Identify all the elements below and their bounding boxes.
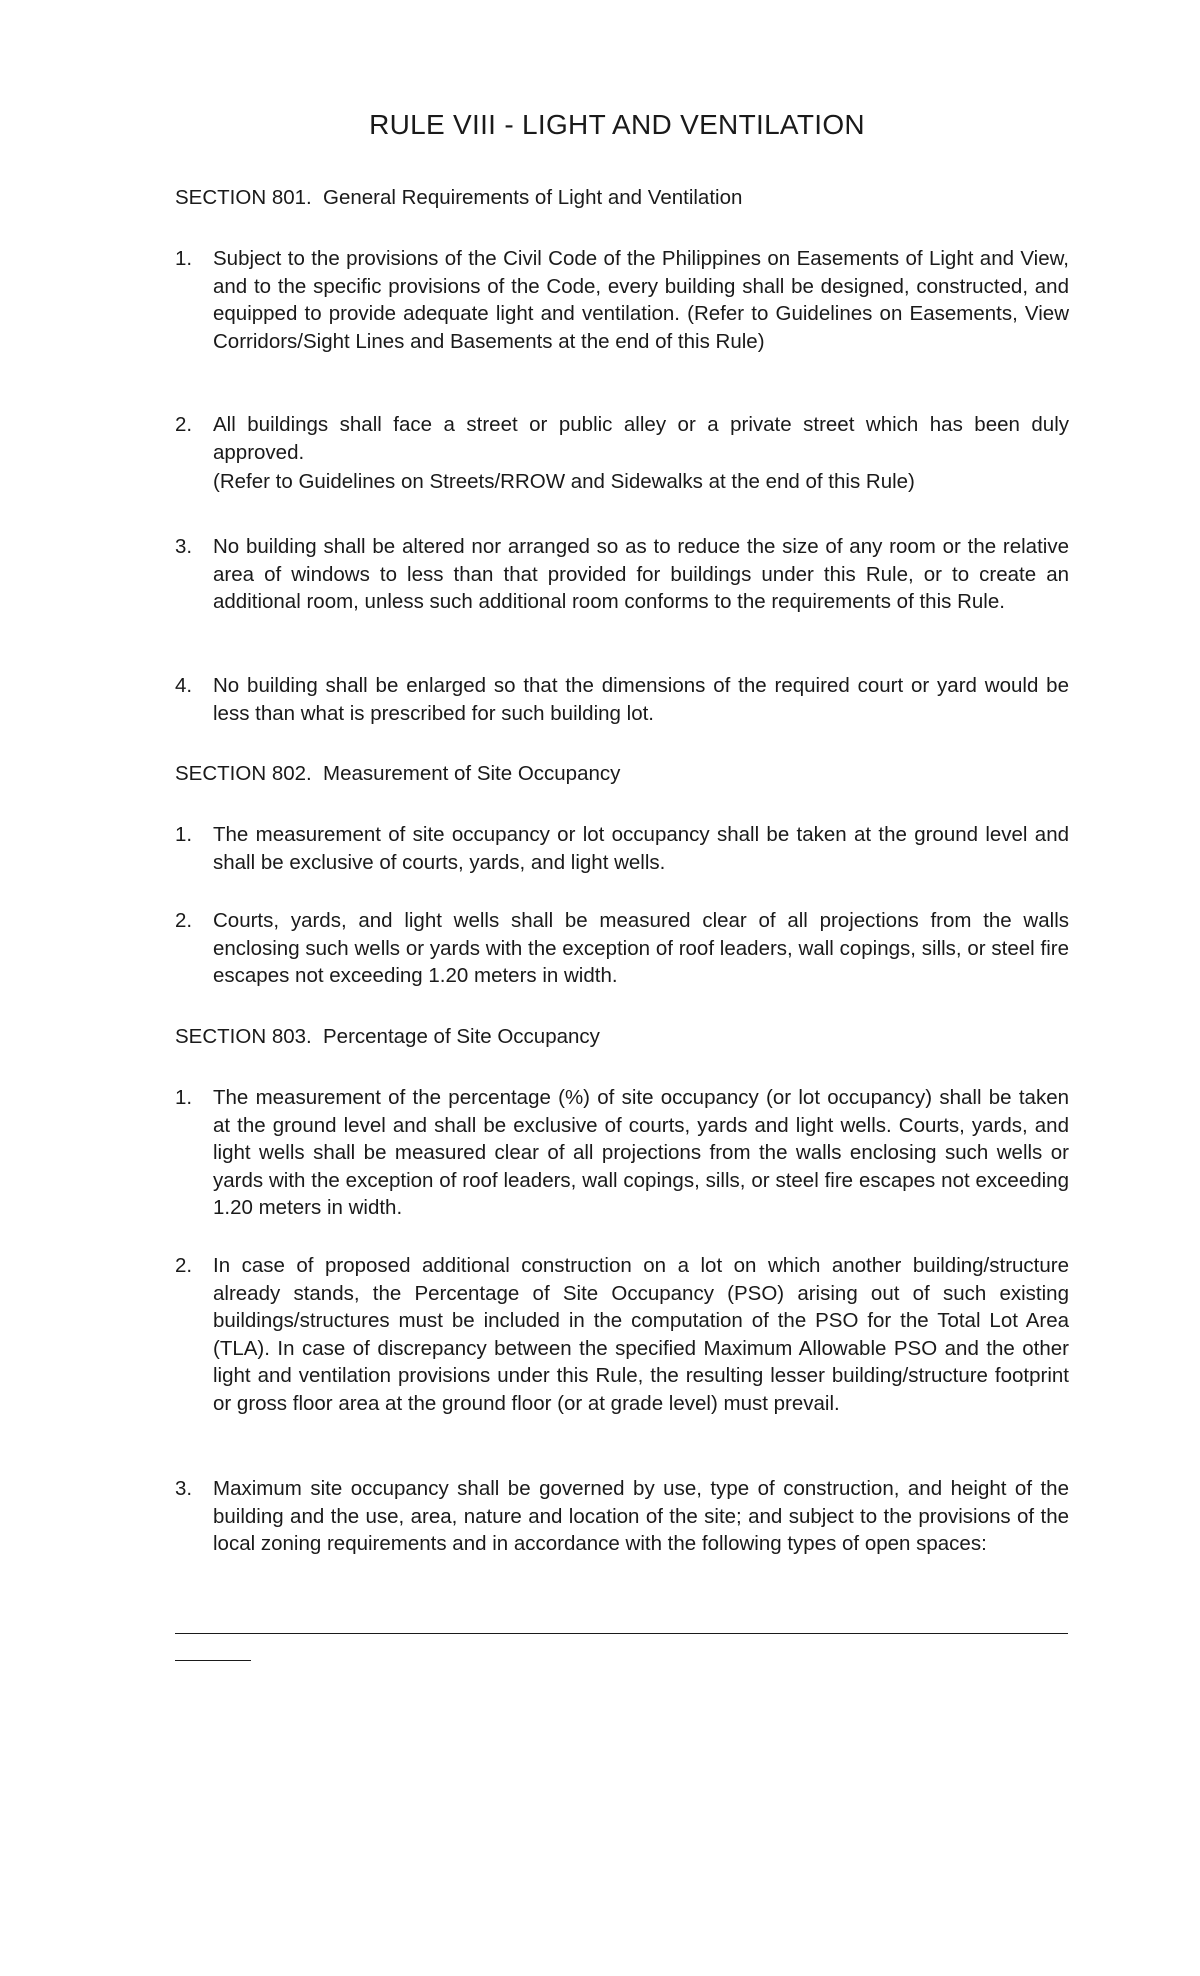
- paragraph: All buildings shall face a street or public alley or a private street which has been duly approved.: [213, 413, 1069, 464]
- section-number: SECTION 803.: [175, 1025, 312, 1048]
- paragraph: No building shall be altered nor arranged so as to reduce the size of any room or the relative area of windows to less than that provided for buildings under this Rule, or to create an additional room, unless such additional room conforms to the requirements of this Rule.: [213, 535, 1069, 613]
- list-marker: 3.: [175, 535, 193, 558]
- section-title: General Requirements of Light and Ventilation: [323, 186, 743, 209]
- list-item: [175, 533, 1069, 616]
- list-marker: 2.: [175, 909, 193, 932]
- list-marker: 2.: [175, 413, 193, 436]
- section-title: Measurement of Site Occupancy: [323, 762, 621, 785]
- list-item: [175, 245, 1069, 355]
- divider-line-short: [175, 1660, 251, 1661]
- paragraph: No building shall be enlarged so that the dimensions of the required court or yard would be less than what is prescribed for such building lot.: [213, 674, 1069, 725]
- list-marker: 1.: [175, 823, 193, 846]
- paragraph: Subject to the provisions of the Civil Code of the Philippines on Easements of Light and View, and to the specific provisions of the Code, every building shall be designed, constructed, and equipped to provide adequate light and ventilation. (Refer to Guidelines on Easements, View Corridors/Sight Lines and Basements at the end of this Rule): [213, 247, 1069, 353]
- list-marker: 2.: [175, 1254, 193, 1277]
- section-heading-803: [175, 1023, 600, 1051]
- list-item: [175, 1252, 1069, 1417]
- list-marker: 4.: [175, 674, 193, 697]
- paragraph: The measurement of site occupancy or lot occupancy shall be taken at the ground level and shall be exclusive of courts, yards, and light wells.: [213, 823, 1069, 874]
- section-number: SECTION 801.: [175, 186, 312, 209]
- page-title: RULE VIII - LIGHT AND VENTILATION: [369, 109, 865, 140]
- list-marker: 3.: [175, 1477, 193, 1500]
- paragraph: The measurement of the percentage (%) of site occupancy (or lot occupancy) shall be taken at the ground level and shall be exclusive of courts, yards and light wells. Courts, yards, and light wells shall be measured clear of all projections from the walls enclosing such wells or yards with the exception of roof leaders, wall copings, sills, or steel fire escapes not exceeding 1.20 meters in width.: [213, 1086, 1069, 1219]
- section-heading-801: [175, 184, 742, 212]
- section-number: SECTION 802.: [175, 762, 312, 785]
- paragraph: In case of proposed additional construction on a lot on which another building/structure already stands, the Percentage of Site Occupancy (PSO) arising out of such existing buildings/structures must be included in the computation of the PSO for the Total Lot Area (TLA). In case of discrepancy between the specified Maximum Allowable PSO and the other light and ventilation provisions under this Rule, the resulting lesser building/structure footprint or gross floor area at the ground floor (or at grade level) must prevail.: [213, 1254, 1069, 1415]
- paragraph: Maximum site occupancy shall be governed by use, type of construction, and height of the building and the use, area, nature and location of the site; and subject to the provisions of the local zoning requirements and in accordance with the following types of open spaces:: [213, 1477, 1069, 1555]
- section-heading-802: [175, 760, 620, 788]
- list-item: [175, 1084, 1069, 1222]
- section-title: Percentage of Site Occupancy: [323, 1025, 600, 1048]
- paragraph: Courts, yards, and light wells shall be measured clear of all projections from the walls enclosing such wells or yards with the exception of roof leaders, wall copings, sills, or steel fire escapes not exceeding 1.20 meters in width.: [213, 909, 1069, 987]
- list-item: [175, 672, 1069, 727]
- list-item: [175, 907, 1069, 990]
- list-item: [175, 1475, 1069, 1558]
- list-marker: 1.: [175, 247, 193, 270]
- list-item: [175, 411, 1069, 496]
- paragraph: (Refer to Guidelines on Streets/RROW and Sidewalks at the end of this Rule): [213, 470, 915, 493]
- divider-line: [175, 1633, 1068, 1634]
- list-marker: 1.: [175, 1086, 193, 1109]
- list-item: [175, 821, 1069, 876]
